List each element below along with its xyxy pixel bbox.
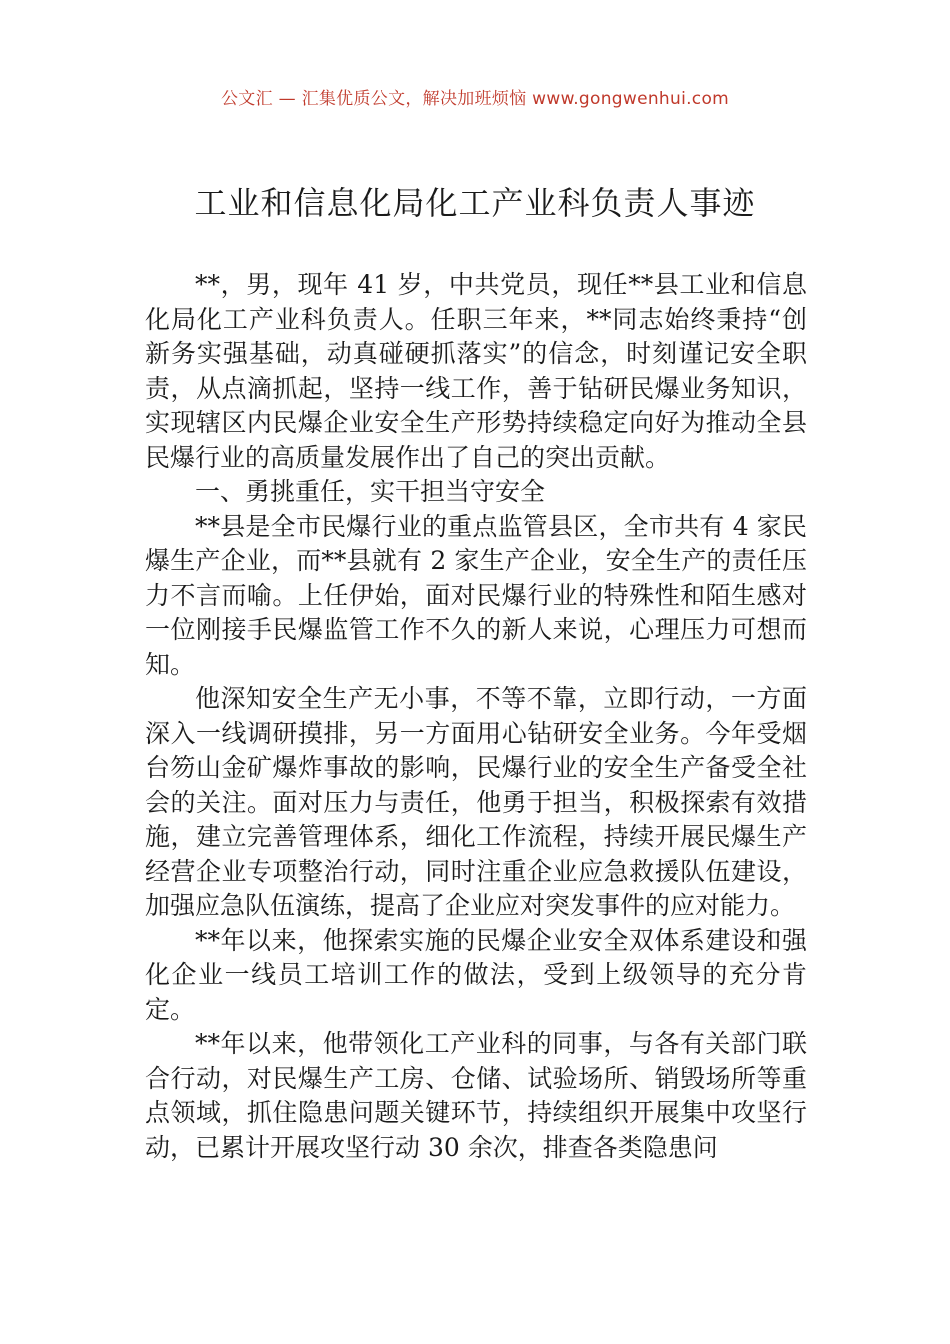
site-banner: 公文汇 — 汇集优质公文，解决加班烦恼 www.gongwenhui.com — [220, 89, 730, 109]
section-heading: 一、勇挑重任，实干担当守安全 — [195, 477, 546, 506]
paragraph-intro: **，男，现年 41 岁，中共党员，现任**县工业和信息化局化工产业科负责人。任职三年来，**同志始终秉持“创新务实强基础，动真碰硬抓落实”的信念，时刻谨记安全职责，从点滴抓起，坚持一线工作，善于钻研民爆业务知识，实现辖区内民爆企业安全生产形势持续稳定向好为推动全县民爆行业的高质量发展作出了自己的突出贡献。 — [145, 270, 807, 472]
paragraph-actions: 他深知安全生产无小事，不等不靠，立即行动，一方面深入一线调研摸排，另一方面用心钻研安全业务。今年受烟台笏山金矿爆炸事故的影响，民爆行业的安全生产备受全社会的关注。面对压力与责任，他勇于担当，积极探索有效措施，建立完善管理体系，细化工作流程，持续开展民爆生产经营企业专项整治行动，同时注重企业应急救援队伍建设，加强应急队伍演练，提高了企业应对突发事件的应对能力。 — [145, 684, 807, 920]
paragraph-background: **县是全市民爆行业的重点监管县区，全市共有 4 家民爆生产企业，而**县就有 2 家生产企业，安全生产的责任压力不言而喻。上任伊始，面对民爆行业的特殊性和陌生感对一位刚接手民爆监管工作不久的新人来说，心理压力可想而知。 — [145, 511, 807, 679]
paragraph-recognition: **年以来，他探索实施的民爆企业安全双体系建设和强化企业一线员工培训工作的做法，受到上级领导的充分肯定。 — [145, 925, 807, 1024]
document-body — [145, 268, 807, 1165]
paragraph-campaign: **年以来，他带领化工产业科的同事，与各有关部门联合行动，对民爆生产工房、仓储、试验场所、销毁场所等重点领域，抓住隐患问题关键环节，持续组织开展集中攻坚行动，已累计开展攻坚行动 30 余次，排查各类隐患问 — [145, 1029, 807, 1162]
document-title: 工业和信息化局化工产业科负责人事迹 — [194, 184, 756, 222]
